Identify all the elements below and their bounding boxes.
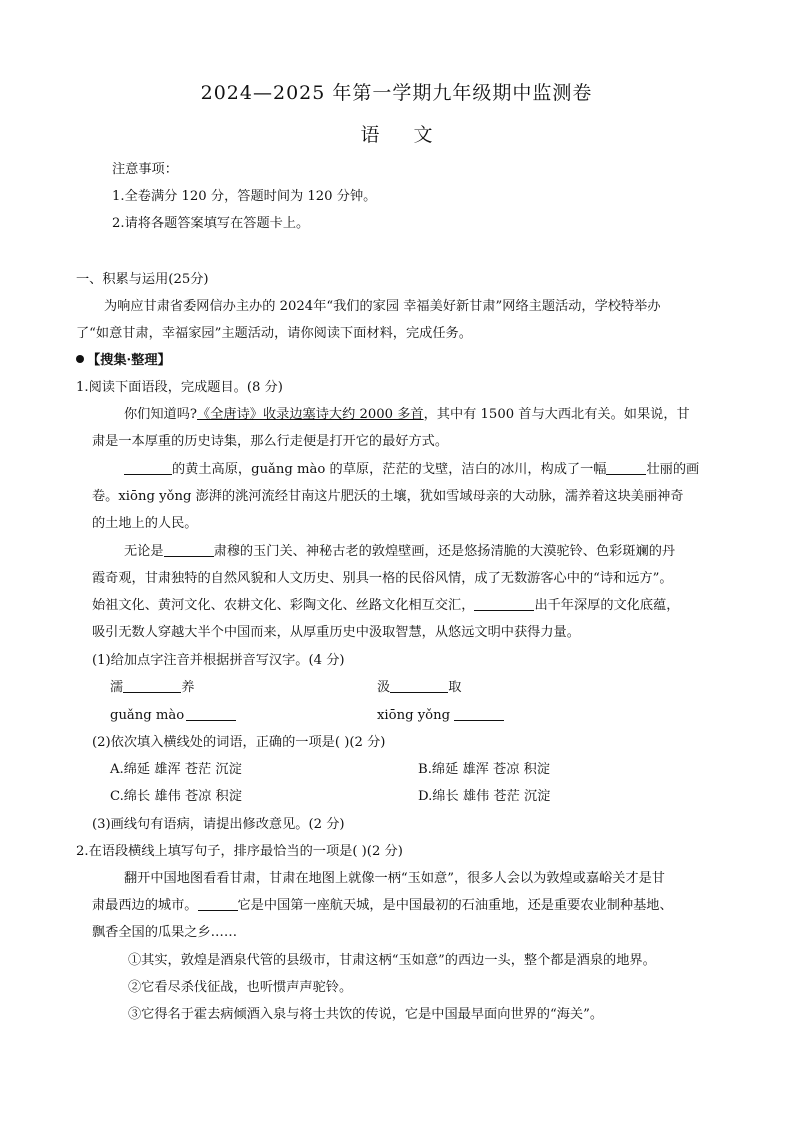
fill-blank-3[interactable] <box>164 542 214 557</box>
fill-blank-1[interactable] <box>124 460 172 475</box>
q1-p3-line3 <box>92 596 680 616</box>
fill-blank-2[interactable] <box>606 460 646 475</box>
q1-p1-line1 <box>124 405 690 425</box>
pinyin-field-4 <box>377 706 504 726</box>
note-item-1: 1.全卷满分 120 分，答题时间为 120 分钟。 <box>112 189 377 204</box>
q1-p3-text-a: 无论是 <box>124 544 164 559</box>
section-heading: 一、积累与运用(25分) <box>76 272 209 287</box>
q1-sub2: (2)依次填入横线处的词语，正确的一项是( )(2 分) <box>92 735 386 750</box>
q2-sentence-1: ①其实，敦煌是酒泉代管的县级市，甘肃这柄“玉如意”的西边一头，整个都是酒泉的地界。 <box>128 953 656 968</box>
option-d[interactable]: D.绵长 雄伟 苍茫 沉淀 <box>418 789 551 804</box>
pinyin-field-3 <box>110 706 236 726</box>
q1-sub1: (1)给加点字注音并根据拼音写汉字。(4 分) <box>92 653 345 668</box>
field-1-pre: 濡 <box>110 680 124 695</box>
field-4-text: xiōng yǒng <box>377 708 451 723</box>
option-b[interactable]: B.绵延 雄浑 苍凉 积淀 <box>418 762 550 777</box>
q1-stem: 1.阅读下面语段，完成题目。(8 分) <box>76 380 283 395</box>
field-2-post: 取 <box>448 680 462 695</box>
pinyin-field-2 <box>377 678 461 698</box>
answer-blank-3[interactable] <box>186 706 236 721</box>
q2-line2 <box>92 896 673 916</box>
sub-heading <box>76 351 171 371</box>
field-3-text: guǎng mào <box>110 708 185 723</box>
sub-heading-text: 【搜集·整理】 <box>87 353 171 368</box>
q1-p2-line2: 卷。xiōng yǒng 澎湃的洮河流经甘南这片肥沃的土壤，犹如雪域母亲的大动脉，濡养着这块美丽神奇 <box>92 489 684 504</box>
q1-p3-line1 <box>124 542 675 562</box>
field-2-pre: 汲 <box>377 680 391 695</box>
q1-p3-text-c: 始祖文化、黄河文化、农耕文化、彩陶文化、丝路文化相互交汇， <box>92 598 475 613</box>
answer-blank-2[interactable] <box>390 678 448 693</box>
underlined-sentence: 《全唐诗》收录边塞诗大约 2000 多首 <box>197 407 424 422</box>
q2-sentence-2: ②它看尽杀伐征战，也听惯声声驼铃。 <box>128 980 353 995</box>
fill-blank-4[interactable] <box>474 596 534 611</box>
q1-p2-line1 <box>124 460 699 480</box>
q1-p2-text-a: 的黄土高原，guǎng mào 的草原，茫茫的戈壁，洁白的冰川，构成了一幅 <box>172 462 607 477</box>
fill-blank-5[interactable] <box>198 896 238 911</box>
option-c[interactable]: C.绵长 雄伟 苍凉 积淀 <box>110 789 242 804</box>
bullet-icon <box>76 355 84 363</box>
q2-text-b: 它是中国第一座航天城，是中国最初的石油重地，还是重要农业制种基地、 <box>237 898 673 913</box>
exam-title: 2024—2025 年第一学期九年级期中监测卷 <box>200 82 593 104</box>
q2-line1: 翻开中国地图看看甘肃，甘肃在地图上就像一柄“玉如意”，很多人会以为敦煌或嘉峪关才是甘 <box>124 871 665 886</box>
q1-p1-line2: 肃是一本厚重的历史诗集，那么行走便是打开它的最好方式。 <box>92 434 449 449</box>
notes-heading: 注意事项： <box>112 162 178 177</box>
field-1-post: 养 <box>181 680 195 695</box>
option-a[interactable]: A.绵延 雄浑 苍茫 沉淀 <box>110 762 242 777</box>
q1-sub3: (3)画线句有语病，请提出修改意见。(2 分) <box>92 817 345 832</box>
intro-line-1: 为响应甘肃省委网信办主办的 2024年“我们的家园 幸福美好新甘肃”网络主题活动，学校特举办 <box>104 299 661 314</box>
answer-blank-4[interactable] <box>454 706 504 721</box>
pinyin-field-1 <box>110 678 194 698</box>
q2-text-a: 肃最西边的城市。 <box>92 898 198 913</box>
q2-stem: 2.在语段横线上填写句子，排序最恰当的一项是( )(2 分) <box>76 844 403 859</box>
intro-line-2: 了“如意甘肃，幸福家园”主题活动，请你阅读下面材料，完成任务。 <box>76 326 472 341</box>
q1-p2-text-b: 壮丽的画 <box>646 462 700 477</box>
q2-line3: 飘香全国的瓜果之乡…… <box>92 925 238 940</box>
note-item-2: 2.请将各题答案填写在答题卡上。 <box>112 216 310 231</box>
q1-p1-post: ，其中有 1500 首与大西北有关。如果说，甘 <box>423 407 690 422</box>
q1-p3-line4: 吸引无数人穿越大半个中国而来，从厚重历史中汲取智慧，从悠远文明中获得力量。 <box>92 625 580 640</box>
q1-p1-pre: 你们知道吗? <box>124 407 198 422</box>
q1-p2-line3: 的土地上的人民。 <box>92 516 198 531</box>
q1-p3-text-b: 肃穆的玉门关、神秘古老的敦煌壁画，还是悠扬清脆的大漠驼铃、色彩斑斓的丹 <box>213 544 676 559</box>
q2-sentence-3: ③它得名于霍去病倾酒入泉与将士共饮的传说，它是中国最早面向世界的“海关”。 <box>128 1007 604 1022</box>
q1-p3-line2: 霞奇观，甘肃独特的自然风貌和人文历史、别具一格的民俗风情，成了无数游客心中的“诗和远方”。 <box>92 571 673 586</box>
subject-title: 语 文 <box>360 124 433 146</box>
q1-p3-text-d: 出千年深厚的文化底蕴， <box>534 598 680 613</box>
answer-blank-1[interactable] <box>123 678 181 693</box>
